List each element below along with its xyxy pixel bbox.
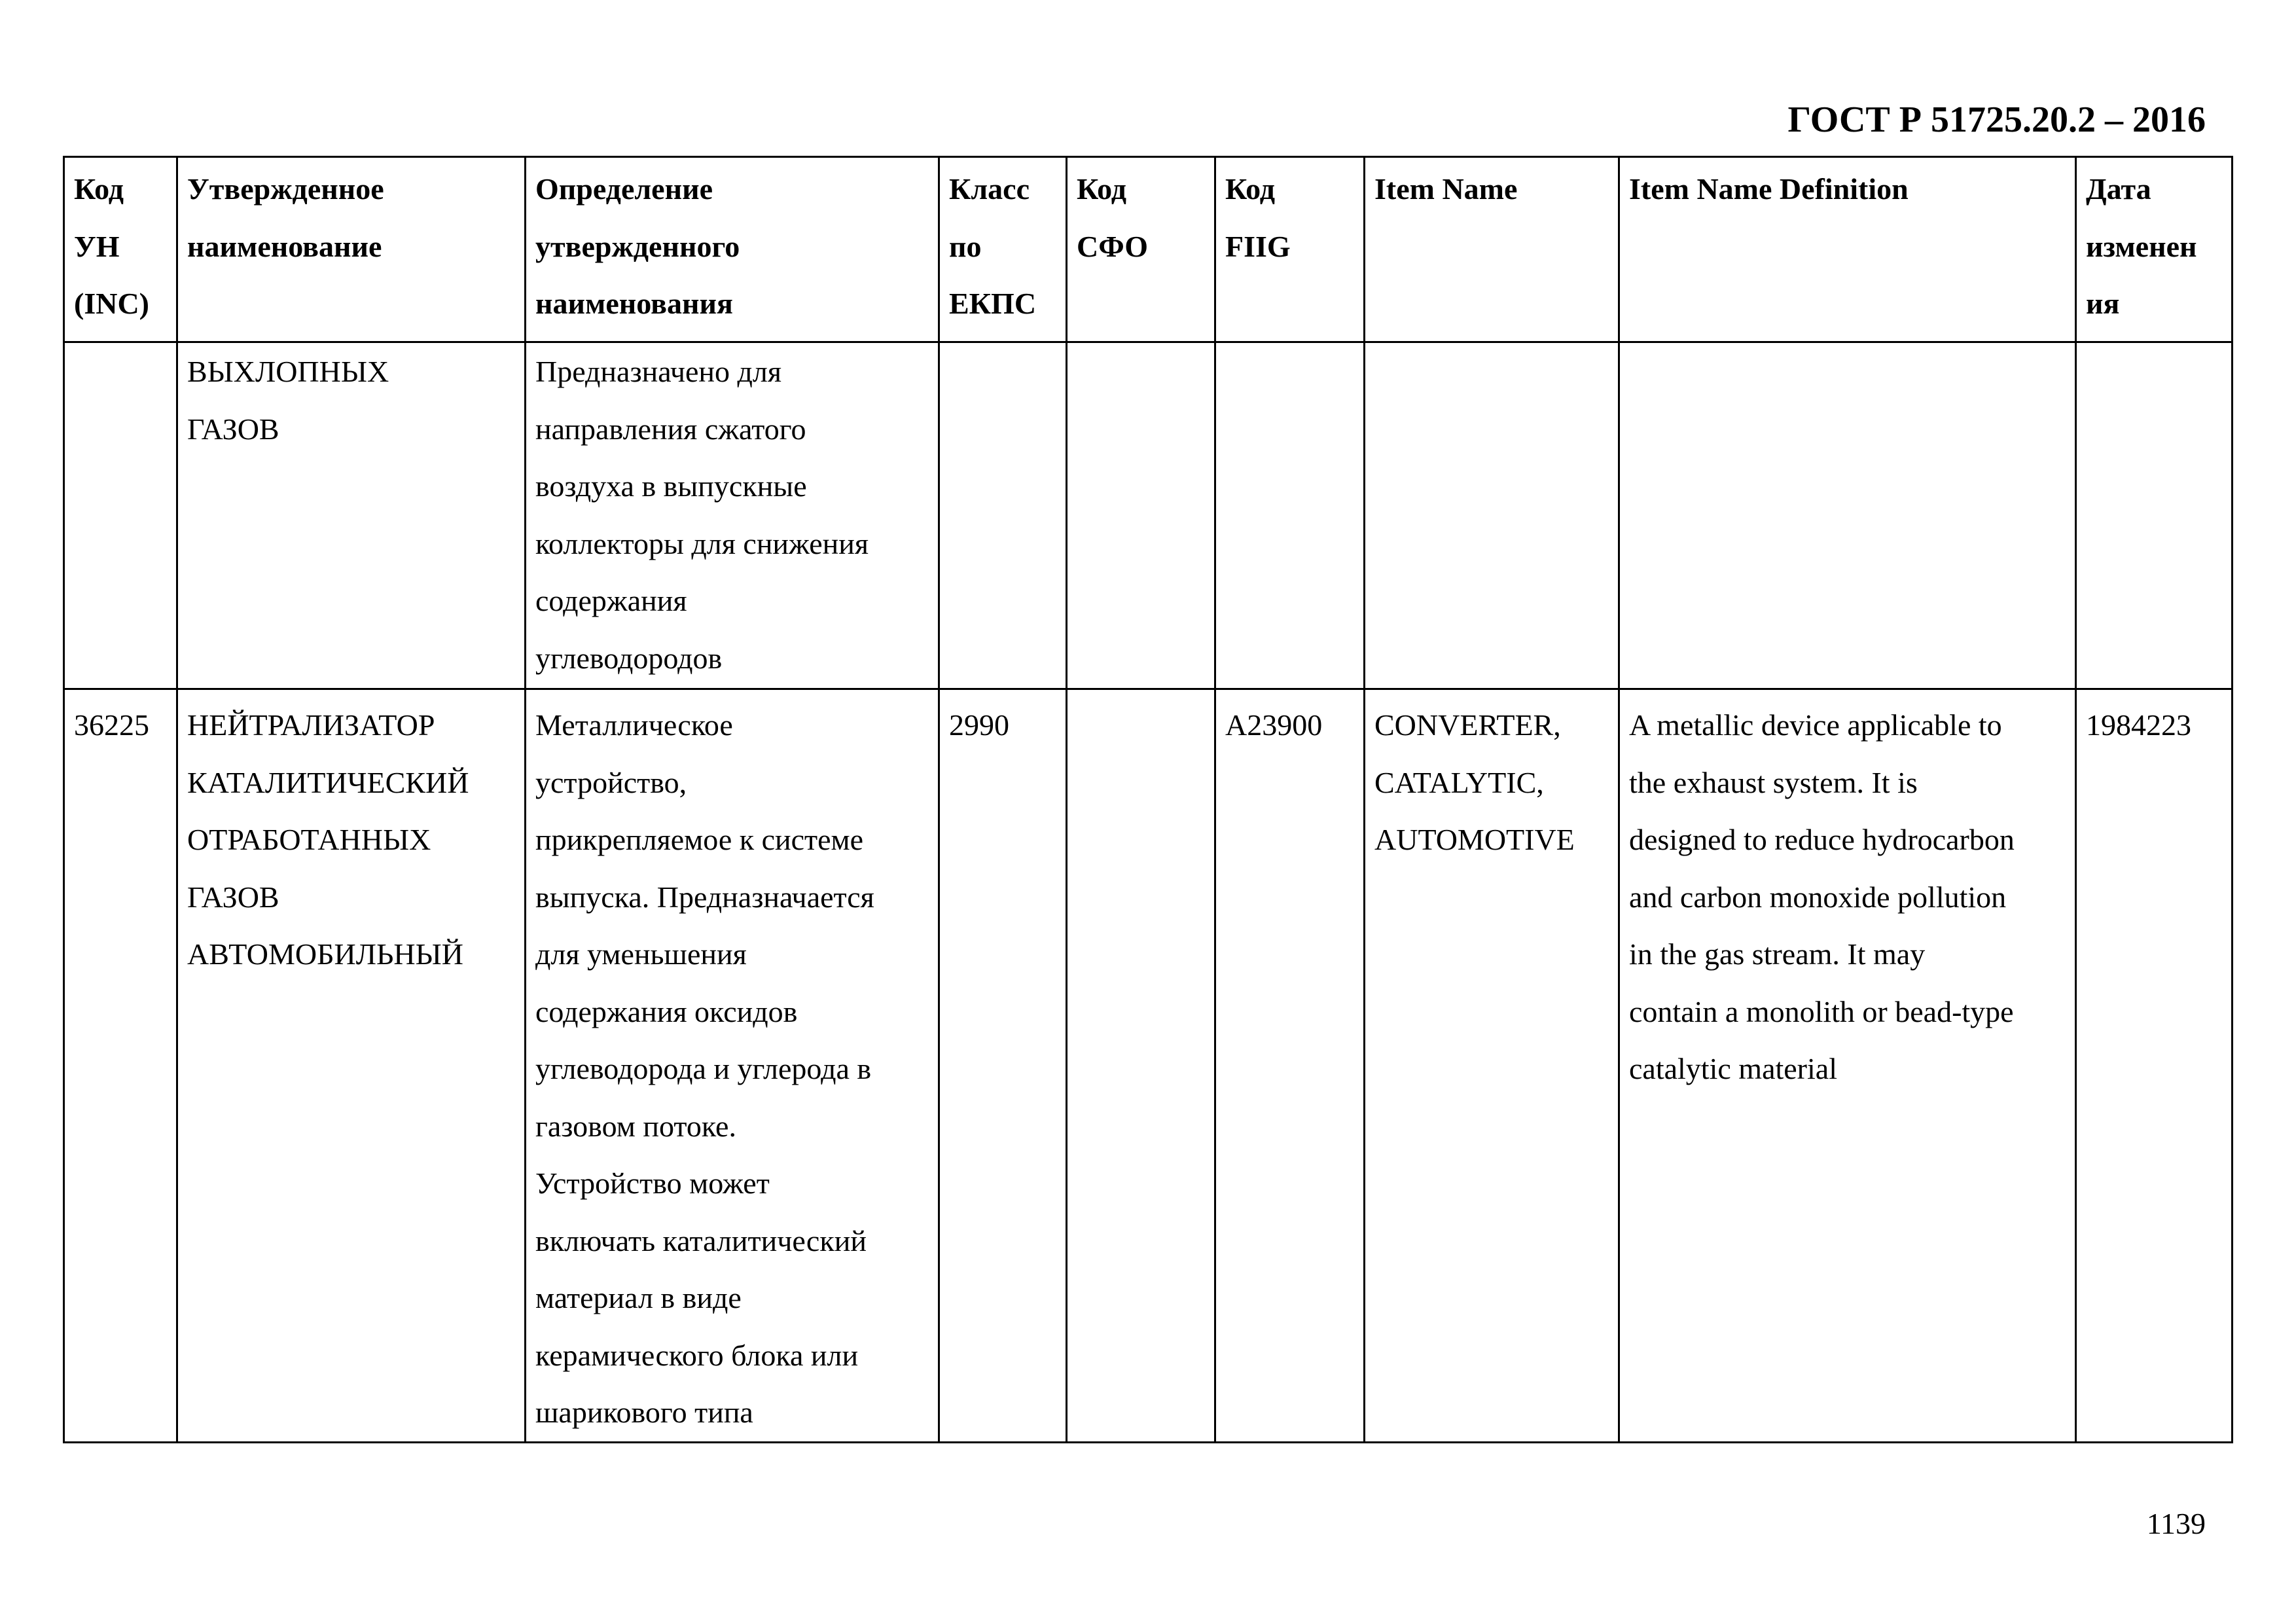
cell-name-definition: Предназначено для направления сжатого воздуха в выпускные коллекторы для снижения содержания углеводородов: [526, 342, 939, 689]
table-row: [64, 342, 2233, 689]
cell-ekps-class: 2990: [939, 689, 1067, 1443]
cell-item-name: CONVERTER, CATALYTIC, AUTOMOTIVE: [1365, 689, 1619, 1443]
column-header-inc: Код УН (INC): [64, 157, 177, 342]
column-header-item-name: Item Name: [1365, 157, 1619, 342]
page-number: 1139: [2146, 1507, 2206, 1540]
cell-name-definition: Металлическое устройство, прикрепляемое к системе выпуска. Предназначается для уменьшения содержания оксидов углеводорода и углерода в газовом потоке. Устройство может включать каталитический материал в виде керамического блока или шарикового типа: [526, 689, 939, 1443]
column-header-ekps-class: Класс по ЕКПС: [939, 157, 1067, 342]
cell-item-name-definition: [1619, 342, 2076, 689]
column-header-sfo-code: Код СФО: [1067, 157, 1215, 342]
column-header-approved-name: Утвержденное наименование: [177, 157, 526, 342]
table-row: [64, 689, 2233, 1443]
cell-approved-name: ВЫХЛОПНЫХ ГАЗОВ: [177, 342, 526, 689]
cell-item-name-definition: A metallic device applicable to the exhaust system. It is designed to reduce hydrocarbon and carbon monoxide pollution in the gas stream. It may contain a monolith or bead-type catalytic material: [1619, 689, 2076, 1443]
cell-fiig-code: [1215, 342, 1365, 689]
column-header-fiig-code: Код FIIG: [1215, 157, 1365, 342]
column-header-item-name-definition: Item Name Definition: [1619, 157, 2076, 342]
column-header-name-definition: Определение утвержденного наименования: [526, 157, 939, 342]
column-header-change-date: Дата изменен ия: [2076, 157, 2233, 342]
cell-item-name: [1365, 342, 1619, 689]
item-names-table: [63, 156, 2233, 1443]
cell-inc: 36225: [64, 689, 177, 1443]
cell-ekps-class: [939, 342, 1067, 689]
cell-sfo-code: [1067, 689, 1215, 1443]
table-header-row: [64, 157, 2233, 342]
cell-approved-name: НЕЙТРАЛИЗАТОР КАТАЛИТИЧЕСКИЙ ОТРАБОТАННЫХ ГАЗОВ АВТОМОБИЛЬНЫЙ: [177, 689, 526, 1443]
document-standard-header: ГОСТ Р 51725.20.2 – 2016: [1787, 99, 2206, 140]
cell-change-date: [2076, 342, 2233, 689]
cell-change-date: 1984223: [2076, 689, 2233, 1443]
cell-fiig-code: A23900: [1215, 689, 1365, 1443]
cell-sfo-code: [1067, 342, 1215, 689]
cell-inc: [64, 342, 177, 689]
